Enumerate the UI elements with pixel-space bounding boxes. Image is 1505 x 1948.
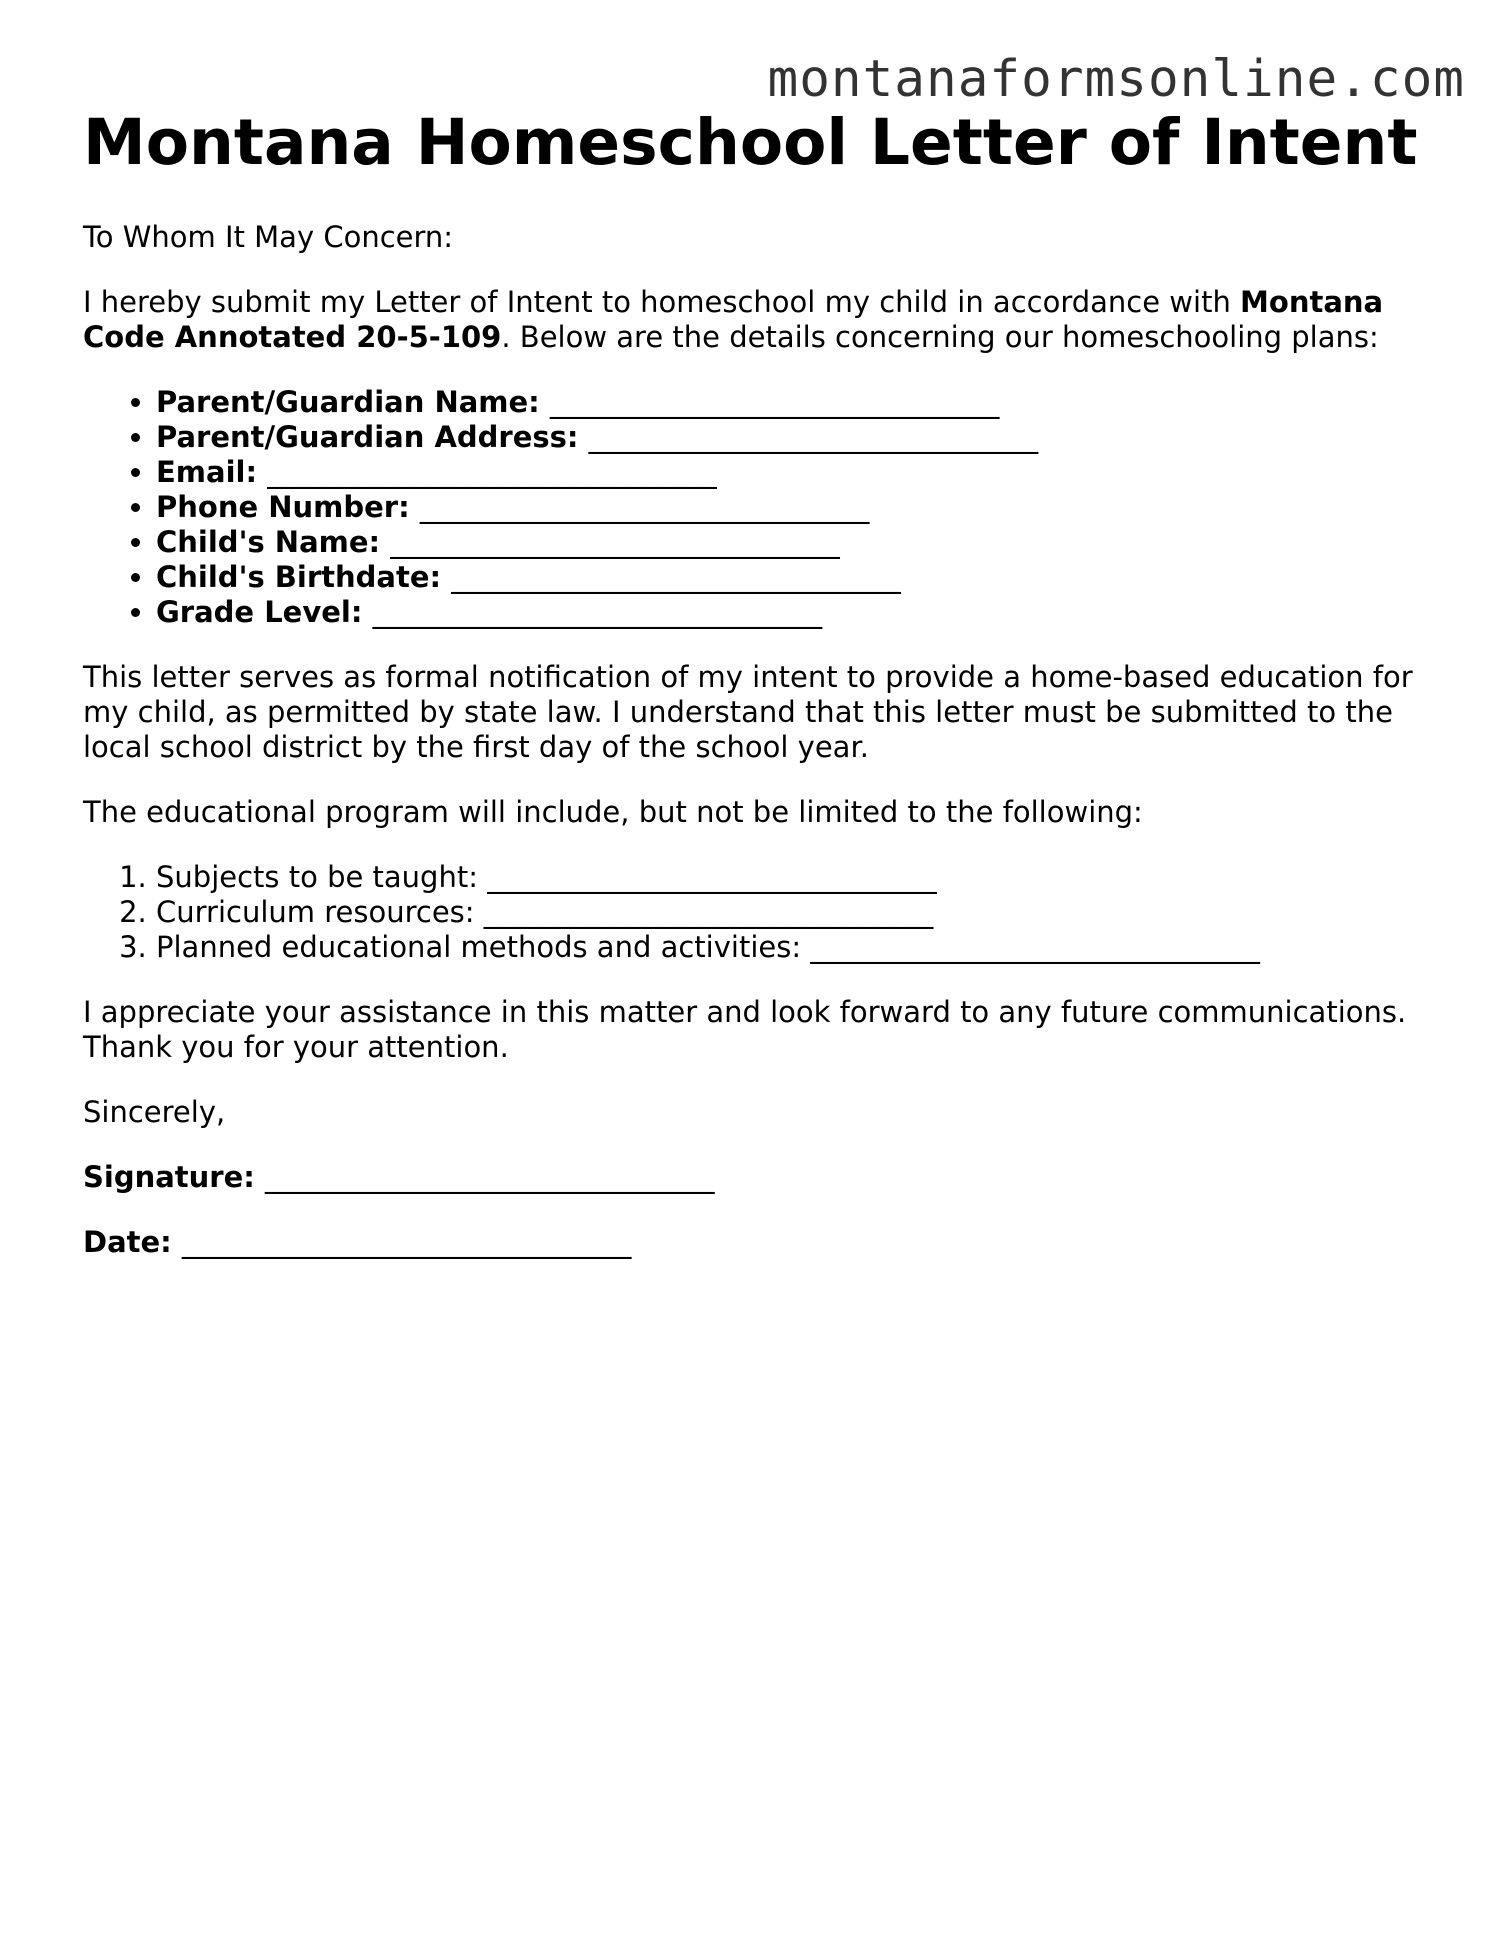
blank-field[interactable]: _______________________________ <box>419 490 870 524</box>
detail-label: Phone Number: <box>156 490 410 524</box>
detail-label: Grade Level: <box>156 595 363 629</box>
date-line <box>83 1225 1423 1260</box>
blank-field[interactable]: _______________________________ <box>810 930 1260 964</box>
sign-off: Sincerely, <box>83 1095 226 1129</box>
detail-email <box>156 455 1423 490</box>
blank-field[interactable]: _______________________________ <box>483 895 934 929</box>
blank-field[interactable]: _______________________________ <box>267 455 717 489</box>
detail-label: Email: <box>156 455 258 489</box>
detail-label: Parent/Guardian Name: <box>156 385 540 419</box>
watermark: montanaformsonline.com <box>767 50 1465 109</box>
details-list <box>83 385 1423 630</box>
program-label: Curriculum resources: <box>156 895 475 929</box>
blank-field[interactable]: _______________________________ <box>549 385 1000 419</box>
date-label: Date: <box>83 1225 172 1259</box>
program-intro: The educational program will include, but not be limited to the following: <box>83 795 1143 829</box>
closing-paragraph: I appreciate your assistance in this matter and look forward to any future communications. Thank you for your attention. <box>83 995 1407 1064</box>
signature-label: Signature: <box>83 1160 255 1194</box>
detail-label: Parent/Guardian Address: <box>156 420 579 454</box>
program-item-methods <box>156 930 1423 965</box>
program-label: Subjects to be taught: <box>156 860 478 894</box>
program-list <box>83 860 1423 965</box>
statute-reference: Montana Code Annotated 20-5-109 <box>83 285 1384 354</box>
detail-parent-address <box>156 420 1423 455</box>
blank-field[interactable]: _______________________________ <box>588 420 1039 454</box>
detail-child-birthdate <box>156 560 1423 595</box>
detail-child-name <box>156 525 1423 560</box>
intro-paragraph <box>83 285 1423 355</box>
blank-field[interactable]: _______________________________ <box>390 525 840 559</box>
intro-text: I hereby submit my Letter of Intent to homeschool my child in accordance with <box>83 285 1241 319</box>
detail-parent-name <box>156 385 1423 420</box>
program-item-subjects <box>156 860 1423 895</box>
blank-field[interactable]: _______________________________ <box>451 560 901 594</box>
program-label: Planned educational methods and activities: <box>156 930 802 964</box>
program-item-curriculum <box>156 895 1423 930</box>
page-title: Montana Homeschool Letter of Intent <box>83 106 1418 179</box>
salutation: To Whom It May Concern: <box>83 220 454 254</box>
detail-label: Child's Name: <box>156 525 381 559</box>
blank-field[interactable]: _______________________________ <box>487 860 937 894</box>
intro-text-end: . Below are the details concerning our homeschooling plans: <box>501 320 1379 354</box>
detail-grade-level <box>156 595 1423 630</box>
notification-paragraph: This letter serves as formal notification of my intent to provide a home-based education for my child, as permitted by state law. I understand that this letter must be submitted to the local school district by the first day of the school year. <box>83 660 1413 764</box>
detail-label: Child's Birthdate: <box>156 560 442 594</box>
blank-field[interactable]: _______________________________ <box>372 595 823 629</box>
signature-line <box>83 1160 1423 1195</box>
signature-field[interactable]: _______________________________ <box>265 1160 715 1194</box>
letter-document <box>83 106 1423 1260</box>
detail-phone <box>156 490 1423 525</box>
date-field[interactable]: _______________________________ <box>181 1225 632 1259</box>
